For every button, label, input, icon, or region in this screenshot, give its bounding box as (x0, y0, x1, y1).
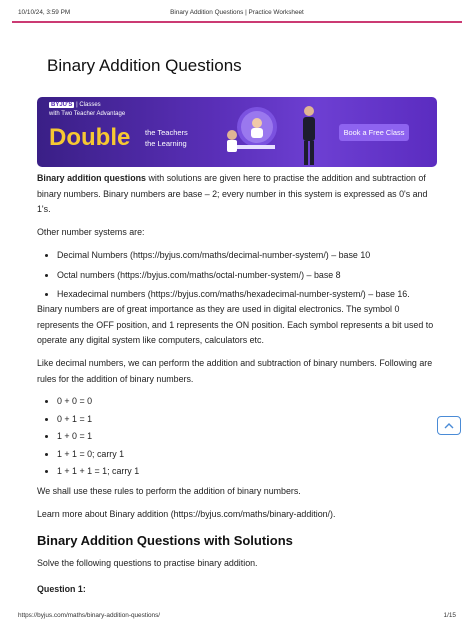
print-datetime: 10/10/24, 3:59 PM (18, 9, 71, 16)
print-url: https://byjus.com/maths/binary-addition-questions/ (18, 612, 161, 619)
list-item: • 1 + 1 + 1 = 1; carry 1 (57, 464, 460, 480)
intro-paragraph: Binary addition questions with solutions are given here to practise the addition and subtraction of binary numbers. Binary numbers are base – 2; every number in this system is expressed as 0's and 1's. (37, 173, 428, 214)
importance-paragraph: Binary numbers are of great importance as they are used in digital electronics. The symbol 0 represents the OFF position, and 1 represents the ON position. Each symbol represents a bit used to operate any digital system like computers, calculators etc. (37, 304, 434, 345)
rules-outro: We shall use these rules to perform the addition of binary numbers. (37, 486, 301, 496)
chevron-up-icon (444, 422, 454, 429)
banner-logo: BYJU'S | Classes (51, 102, 101, 108)
rules-intro: Like decimal numbers, we can perform the addition and subtraction of binary numbers. Following are rules for the addition of binary numbers. (37, 358, 433, 384)
banner-illustration (217, 97, 332, 167)
book-free-class-button[interactable]: Book a Free Class (339, 124, 409, 141)
section-intro: Solve the following questions to practise binary addition. (37, 558, 258, 568)
learn-more-link[interactable]: Learn more about Binary addition (https://byjus.com/maths/binary-addition/). (37, 509, 336, 519)
print-page-count: 1/15 (443, 612, 456, 619)
list-item[interactable]: • Octal numbers (https://byjus.com/maths/octal-number-system/) – base 8 (57, 268, 460, 284)
list-item: • 0 + 0 = 0 (57, 394, 460, 410)
header-divider (12, 21, 462, 23)
banner-headline: Double (49, 124, 131, 151)
question-label: Question 1: (37, 584, 86, 594)
list-item: • 0 + 1 = 1 (57, 412, 460, 428)
other-systems-label: Other number systems are: (37, 227, 145, 237)
list-item[interactable]: • Hexadecimal numbers (https://byjus.com/maths/hexadecimal-number-system/) – base 16. (57, 287, 460, 303)
list-item[interactable]: • Decimal Numbers (https://byjus.com/maths/decimal-number-system/) – base 10 (57, 248, 460, 264)
section-title: Binary Addition Questions with Solutions (37, 533, 293, 548)
rules-list (37, 394, 460, 480)
print-header (0, 9, 474, 21)
number-systems-list (37, 248, 460, 303)
page-title: Binary Addition Questions (47, 56, 242, 75)
banner-tagline: the Teachers the Learning (145, 128, 188, 148)
list-item: • 1 + 1 = 0; carry 1 (57, 447, 460, 463)
scroll-to-top-button[interactable] (437, 416, 461, 435)
promo-banner[interactable] (37, 97, 437, 167)
list-item: • 1 + 0 = 1 (57, 429, 460, 445)
banner-advantage: with Two Teacher Advantage (49, 111, 126, 117)
print-page-title: Binary Addition Questions | Practice Worksheet (170, 9, 304, 16)
